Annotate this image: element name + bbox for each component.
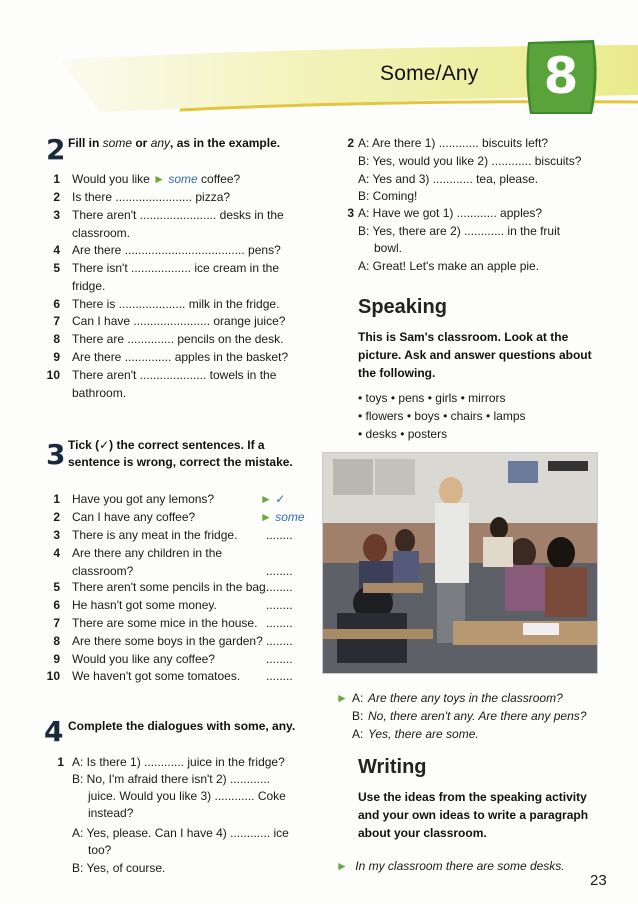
item-number: 10: [46, 368, 60, 382]
item-text: He hasn't got some money.: [72, 598, 217, 612]
exercise-2-number: 2: [46, 133, 66, 166]
item-number: 4: [53, 243, 60, 257]
item-text: We haven't got some tomatoes.: [72, 669, 241, 683]
item-text: Can I have ....................... orange juice?: [72, 314, 286, 328]
speaking-intro: This is Sam's classroom. Look at the picture. Ask and answer questions about the following.: [358, 330, 592, 380]
item-number: 8: [53, 634, 60, 648]
writing-heading: Writing: [358, 756, 427, 778]
item-number: 6: [53, 598, 60, 612]
item-text-continued: classroom?: [72, 564, 134, 578]
page-number: 23: [590, 872, 607, 889]
item-number: 8: [53, 332, 60, 346]
speaking-word-list: • toys • pens • girls • mirrors • flowers • boys • chairs • lamps • desks • posters: [358, 391, 526, 441]
item-number: 9: [53, 652, 60, 666]
item-number: 9: [53, 350, 60, 364]
exercise-4-instruction: Complete the dialogues with some, any.: [68, 719, 296, 733]
answer-mark: ► ✓: [260, 492, 286, 506]
item-text: Would you like any coffee?: [72, 652, 215, 666]
item-number: 3: [53, 208, 60, 222]
item-number: 5: [53, 261, 60, 275]
item-number: 3: [53, 528, 60, 542]
item-text: Are there .............. apples in the basket?: [72, 350, 289, 364]
arrow-icon: ►: [153, 172, 169, 186]
exercise-2-instruction: Fill in some or any, as in the example.: [68, 136, 281, 150]
item-text: There aren't ....................... desks in the: [72, 208, 284, 222]
answer-mark: ........: [266, 564, 293, 578]
page-title: Some/Any: [380, 62, 479, 85]
item-text: Can I have any coffee?: [72, 510, 196, 524]
item-text: There aren't .................... towels in the: [72, 368, 277, 382]
arrow-icon: ►: [260, 492, 276, 506]
item-number: 4: [53, 546, 60, 560]
classroom-photo: [322, 452, 598, 674]
item-number: 1: [53, 492, 60, 506]
item-text: Would you like ► some coffee?: [72, 172, 241, 186]
writing-example: ► In my classroom there are some desks.: [336, 859, 565, 873]
item-number: 10: [46, 669, 60, 683]
item-text: Is there ....................... pizza?: [72, 190, 231, 204]
exercise-3-instruction: Tick (✓) the correct sentences. If a sentence is wrong, correct the mistake.: [68, 438, 293, 469]
item-number: 2: [53, 510, 60, 524]
answer-mark: ........: [266, 669, 293, 683]
arrow-icon: ►: [336, 859, 348, 873]
exercise-4-number: 4: [44, 715, 64, 748]
item-text: There are some mice in the house.: [72, 616, 258, 630]
item-text: Are there .................................... pens?: [72, 243, 281, 257]
unit-number: 8: [543, 47, 579, 105]
item-number: 5: [53, 580, 60, 594]
item-text: There is any meat in the fridge.: [72, 528, 238, 542]
item-text-continued: classroom.: [72, 226, 131, 240]
item-text: There is .................... milk in the fridge.: [72, 297, 280, 311]
answer-mark: ► some: [260, 510, 305, 524]
item-number: 2: [53, 190, 60, 204]
speaking-heading: Speaking: [358, 296, 447, 318]
item-text: There aren't some pencils in the bag.: [72, 580, 270, 594]
exercise-3-number: 3: [46, 438, 66, 471]
arrow-icon: ►: [336, 691, 348, 705]
item-text: There isn't .................. ice cream in the: [72, 261, 280, 275]
item-text-continued: fridge.: [72, 279, 106, 293]
item-text: Have you got any lemons?: [72, 492, 215, 506]
writing-instructions: Use the ideas from the speaking activity and your own ideas to write a paragraph about your classroom.: [358, 790, 589, 840]
item-number: 1: [53, 172, 60, 186]
answer-mark: ........: [266, 652, 293, 666]
answer-mark: ........: [266, 634, 293, 648]
item-text: Are there any children in the: [72, 546, 223, 560]
item-text-continued: bathroom.: [72, 386, 127, 400]
item-number: 7: [53, 616, 60, 630]
item-number: 6: [53, 297, 60, 311]
answer-mark: ........: [266, 598, 293, 612]
answer-mark: ........: [266, 580, 293, 594]
item-number: 7: [53, 314, 60, 328]
arrow-icon: ►: [260, 510, 276, 524]
item-text: Are there some boys in the garden?: [72, 634, 263, 648]
answer-mark: ........: [266, 528, 293, 542]
answer-mark: ........: [266, 616, 293, 630]
item-text: There are .............. pencils on the desk.: [72, 332, 284, 346]
